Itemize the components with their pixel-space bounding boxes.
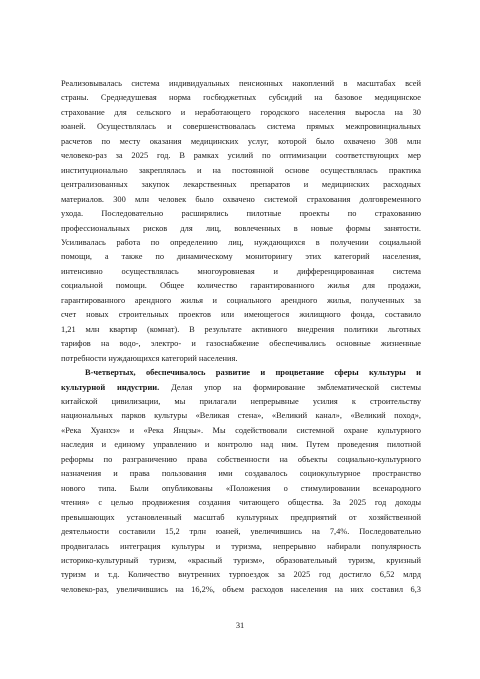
text-fragment: Делая упор на формирование эмблематической системы bbox=[159, 382, 421, 392]
paragraph-culture bbox=[61, 366, 421, 597]
text-line: человеко-раз за 2025 год. В рамках усилий по оптимизации соответствующих мер bbox=[61, 151, 421, 161]
text-line: Усиливалась работа по определению лиц, нуждающихся в получении социальной bbox=[61, 237, 421, 247]
text-line: нового типа. Были опубликованы «Положения о стимулировании всенародного bbox=[61, 483, 421, 493]
section-heading-end: культурной индустрии. bbox=[61, 382, 160, 392]
text-line: деятельности составили 15,2 трлн юаней, увеличившись на 7,4%. Последовательно bbox=[61, 527, 421, 537]
text-line: страхование для сельского и неработающего городского населения выросла на 30 bbox=[61, 107, 421, 117]
text-line: интенсивно осуществлялась многоуровневая и дифференцированная система bbox=[61, 266, 421, 276]
text-line: социальной помощи. Общее количество гарантированного жилья для продажи, bbox=[61, 281, 421, 291]
text-line: продвигалась интеграция культуры и туризма, непрерывно набирали популярность bbox=[61, 541, 421, 551]
text-line: назначения и права пользования ими создавалось социокультурное пространство bbox=[61, 469, 421, 479]
text-line: туризм и т.д. Количество внутренних турпоездок за 2025 год достигло 6,52 млрд bbox=[61, 570, 421, 580]
text-line: чтения» с целью продвижения создания читающего общества. За 2025 год доходы bbox=[61, 498, 421, 508]
text-line: китайской цивилизации, мы прилагали непрерывные усилия к строительству bbox=[61, 396, 421, 406]
text-line: ухода. Последовательно расширялись пилотные проекты по страхованию bbox=[61, 209, 421, 219]
text-line: гарантированного арендного жилья и социального арендного жилья, полученных за bbox=[61, 295, 421, 305]
page-number: 31 bbox=[235, 621, 245, 630]
text-line: профессиональных рисков для лиц, вовлеченных в новые формы занятости. bbox=[61, 223, 421, 233]
text-line: 1,21 млн квартир (комнат). В результате активного внедрения политики льготных bbox=[61, 324, 421, 334]
text-line: реформы по разграничению права собственности на объекты социально-культурного bbox=[61, 454, 421, 464]
text-line: счет новых строительных проектов или имеющегося жилищного фонда, составило bbox=[61, 310, 421, 320]
body-text bbox=[61, 77, 421, 597]
text-line: наследия и единому управлению и контролю над ним. Путем проведения пилотной bbox=[61, 440, 421, 450]
text-line: страны. Среднедушевая норма госбюджетных субсидий на базовое медицинское bbox=[61, 93, 421, 103]
text-line: человеко-раз, увеличившись на 16,2%, объем расходов населения на них составил 6,3 bbox=[61, 584, 421, 594]
text-line bbox=[61, 381, 421, 395]
text-line: превышающих установленный масштаб культурных предприятий от хозяйственной bbox=[61, 512, 421, 522]
text-line: «Река Хуанхэ» и «Река Янцзы». Мы содействовали системной охране культурного bbox=[61, 425, 421, 435]
text-line: тарифов на водо-, электро- и газоснабжение обеспечивались основные жизненные bbox=[61, 339, 421, 349]
text-line: Реализовывалась система индивидуальных пенсионных накоплений в масштабах всей bbox=[61, 79, 421, 88]
text-line: юаней. Осуществлялась и совершенствовалась система прямых межпровинциальных bbox=[61, 122, 421, 132]
text-line: материалов. 300 млн человек было охвачено системой страхования долговременного bbox=[61, 194, 421, 204]
text-line: институционально закреплялась и на постоянной основе осуществлялась практика bbox=[61, 165, 421, 175]
text-line: централизованных закупок лекарственных препаратов и медицинских расходных bbox=[61, 180, 421, 190]
section-heading-line: В-четвертых, обеспечивалось развитие и процветание сферы культуры и bbox=[85, 368, 421, 378]
text-line: расчетов по месту оказания медицинских услуг, которой было охвачено 308 млн bbox=[61, 136, 421, 146]
text-line: помощи, а также по динамическому мониторингу этих категорий населения, bbox=[61, 252, 421, 262]
text-line: национальных парков культуры «Великая стена», «Великий канал», «Великий поход», bbox=[61, 411, 421, 421]
text-line: историко-культурный туризм, «красный туризм», образовательный туризм, круизный bbox=[61, 555, 421, 565]
text-line: потребности нуждающихся категорий населения. bbox=[61, 353, 238, 363]
paragraph-pension bbox=[61, 77, 421, 366]
